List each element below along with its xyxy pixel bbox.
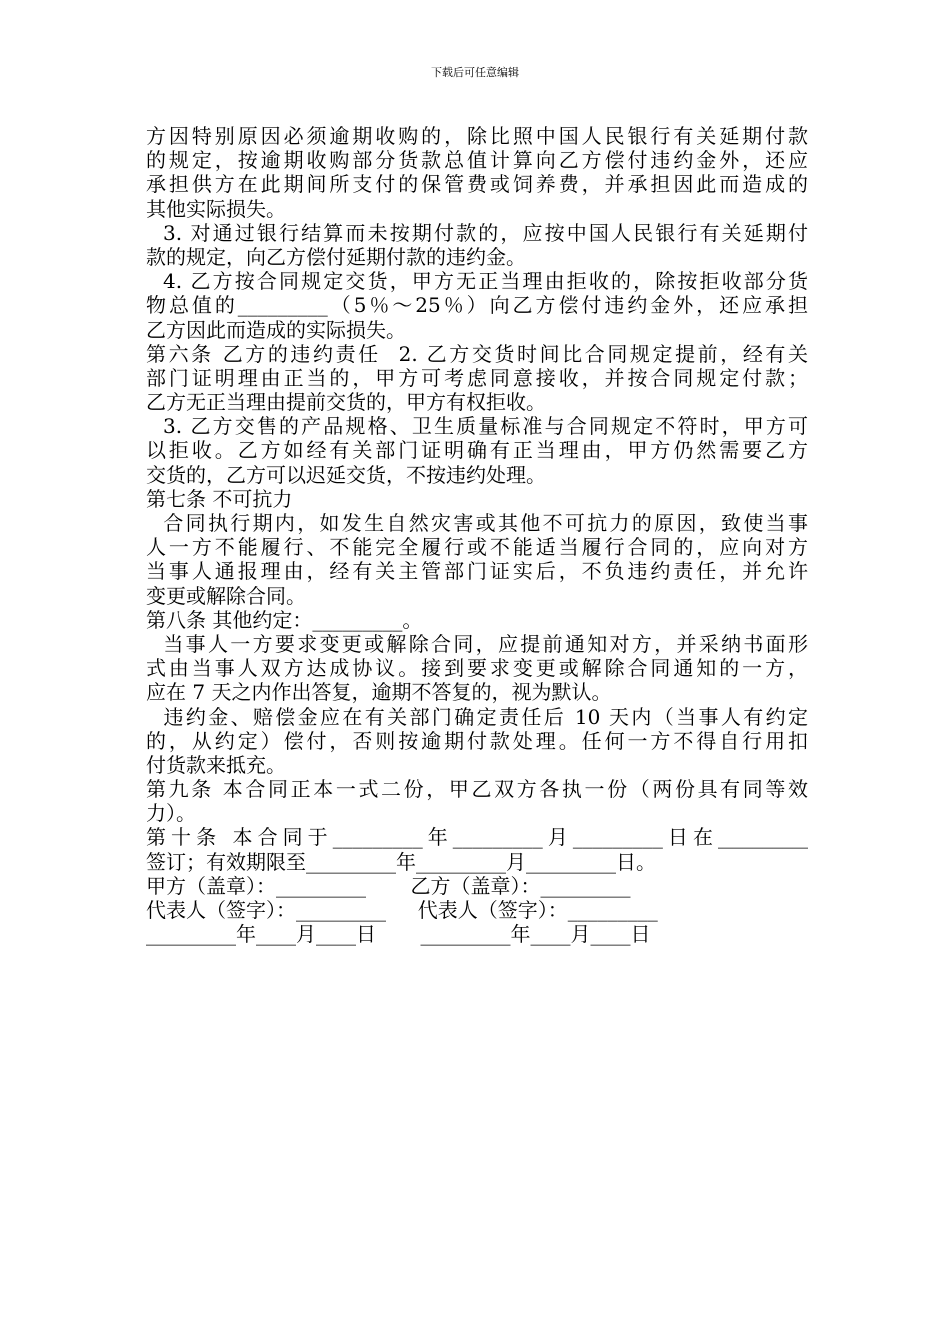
text-line: 4. 乙方按合同规定交货，甲方无正当理由拒收的，除按拒收部分货 — [146, 269, 808, 294]
text-line: 其他实际损失。 — [146, 196, 286, 221]
text-line: 当事人一方要求变更或解除合同，应提前通知对方，并采纳书面形 — [146, 631, 808, 656]
text-line: 签订；有效期限至_________年_________月_________日。 — [146, 849, 656, 874]
text-line: 第八条 其他约定：_________。 — [146, 607, 423, 632]
text-line: 人一方不能履行、不能完全履行或不能适当履行合同的，应向对方 — [146, 535, 808, 560]
text-line: 乙方因此而造成的实际损失。 — [146, 317, 406, 342]
page-header: 下载后可任意编辑 — [431, 66, 519, 79]
text-line: 力）。 — [146, 801, 196, 826]
text-line: 第六条 乙方的违约责任 2. 乙方交货时间比合同规定提前，经有关 — [146, 341, 808, 366]
text-line: 甲方（盖章）：_________ 乙方（盖章）：_________ — [146, 873, 631, 898]
text-line: 变更或解除合同。 — [146, 583, 306, 608]
text-line: 违约金、赔偿金应在有关部门确定责任后 10 天内（当事人有约定 — [146, 704, 808, 729]
text-line: 承担供方在此期间所支付的保管费或饲养费，并承担因此而造成的 — [146, 172, 808, 197]
text-line: 以拒收。乙方如经有关部门证明确有正当理由，甲方仍然需要乙方 — [146, 438, 808, 463]
text-line: 3. 乙方交售的产品规格、卫生质量标准与合同规定不符时，甲方可 — [146, 414, 808, 439]
text-line: 3. 对通过银行结算而未按期付款的，应按中国人民银行有关延期付 — [146, 220, 808, 245]
text-line: 代表人（签字）：_________ 代表人（签字）：_________ — [146, 898, 658, 922]
text-line: 乙方无正当理由提前交货的，甲方有权拒收。 — [146, 390, 546, 415]
text-line: 的规定，按逾期收购部分货款总值计算向乙方偿付违约金外，还应 — [146, 148, 808, 173]
text-line: 第十条 本合同于_________年_________月_________日在_________ — [146, 825, 808, 850]
text-line: 款的规定，向乙方偿付延期付款的违约金。 — [146, 244, 526, 269]
text-line: 物总值的_________（5％～25％）向乙方偿付违约金外，还应承担 — [146, 293, 808, 318]
text-line: 交货的，乙方可以迟延交货，不按违约处理。 — [146, 462, 546, 487]
text-line: 合同执行期内，如发生自然灾害或其他不可抗力的原因，致使当事 — [146, 511, 808, 535]
text-line: 部门证明理由正当的，甲方可考虑同意接收，并按合同规定付款； — [146, 365, 808, 390]
text-line: _________年____月____日 _________年____月____日 — [146, 922, 651, 947]
text-line: 第九条 本合同正本一式二份，甲乙双方各执一份（两份具有同等效 — [146, 777, 808, 802]
text-line: 方因特别原因必须逾期收购的，除比照中国人民银行有关延期付款 — [146, 124, 808, 148]
contract-body — [146, 124, 808, 946]
text-line: 的，从约定）偿付，否则按逾期付款处理。任何一方不得自行用扣 — [146, 728, 808, 753]
text-line: 付货款来抵充。 — [146, 752, 286, 777]
text-line: 应在 7 天之内作出答复，逾期不答复的，视为默认。 — [146, 680, 612, 705]
text-line: 式由当事人双方达成协议。接到要求变更或解除合同通知的一方， — [146, 656, 808, 681]
text-line: 第七条 不可抗力 — [146, 486, 293, 511]
text-line: 当事人通报理由，经有关主管部门证实后，不负违约责任，并允许 — [146, 559, 808, 584]
